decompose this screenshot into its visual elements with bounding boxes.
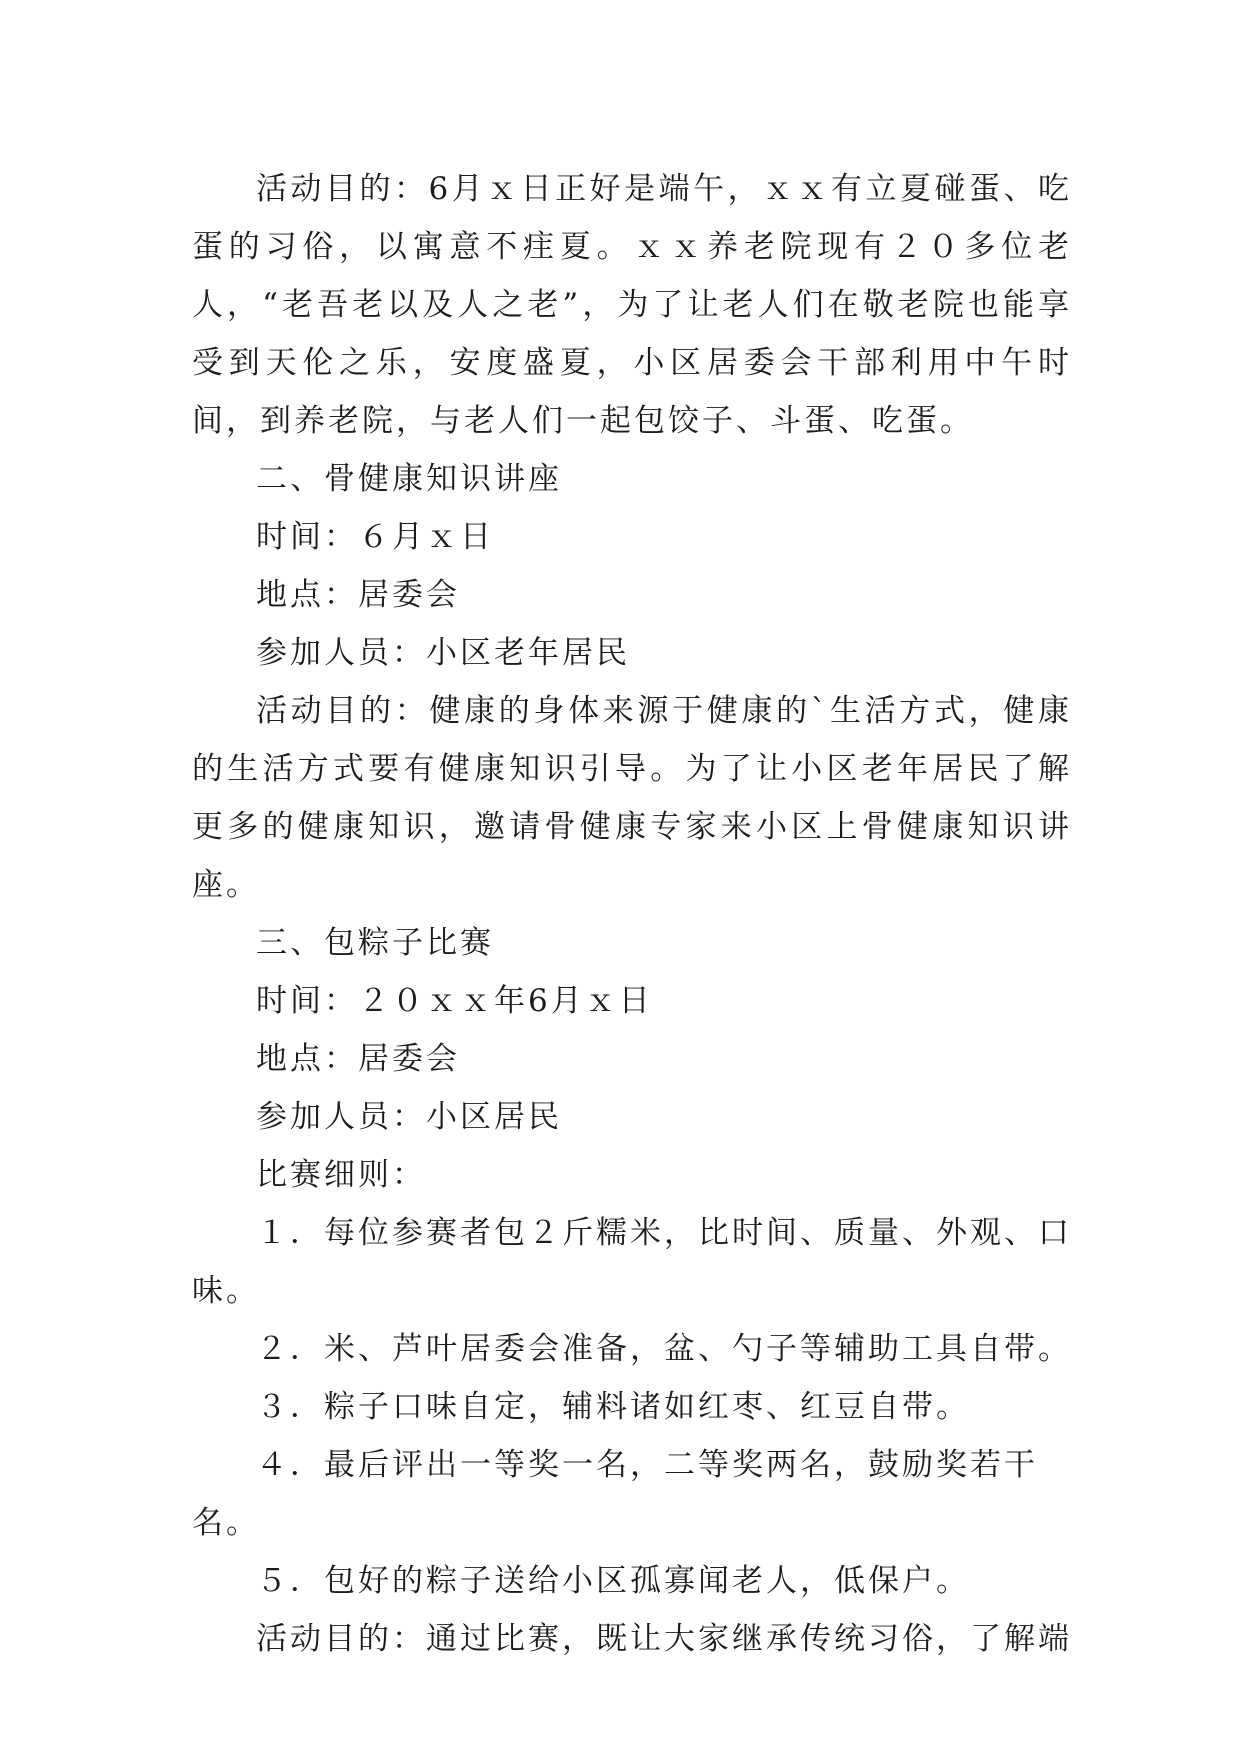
- rule-item-1: １．每位参赛者包２斤糯米，比时间、质量、外观、口味。: [192, 1215, 1072, 1309]
- rule-item-2: ２．米、芦叶居委会准备，盆、勺子等辅助工具自带。: [256, 1331, 1072, 1367]
- paragraph-activity-purpose-dragon-boat: 活动目的：6月ｘ日正好是端午，ｘｘ有立夏碰蛋、吃蛋的习俗，以寓意不疰夏。ｘｘ养老院现有２０多位老人，“老吾老以及人之老”，为了让老人们在敬老院也能享受到天伦之乐，安度盛夏，小区居委会干部利用中午时间，到养老院，与老人们一起包饺子、斗蛋、吃蛋。: [192, 171, 1072, 439]
- paragraph-competition-purpose: 活动目的：通过比赛，既让大家继承传统习俗，了解端: [256, 1621, 1072, 1657]
- lecture-location: 地点：居委会: [256, 577, 460, 613]
- heading-bone-health-lecture: 二、骨健康知识讲座: [256, 461, 562, 497]
- rule-item-5: ５．包好的粽子送给小区孤寡闻老人，低保户。: [256, 1563, 970, 1599]
- competition-location: 地点：居委会: [256, 1041, 460, 1077]
- rule-item-4: ４．最后评出一等奖一名，二等奖两名，鼓励奖若干名。: [192, 1447, 1038, 1541]
- lecture-time: 时间：６月ｘ日: [256, 519, 494, 555]
- lecture-participants: 参加人员：小区老年居民: [256, 635, 630, 671]
- rule-item-3: ３．粽子口味自定，辅料诸如红枣、红豆自带。: [256, 1389, 970, 1425]
- document-body: [192, 160, 1072, 1668]
- heading-zongzi-competition: 三、包粽子比赛: [256, 925, 494, 961]
- competition-rules-heading: 比赛细则：: [256, 1157, 426, 1193]
- paragraph-lecture-purpose: 活动目的：健康的身体来源于健康的`生活方式，健康的生活方式要有健康知识引导。为了让小区老年居民了解更多的健康知识，邀请骨健康专家来小区上骨健康知识讲座。: [192, 693, 1072, 903]
- competition-participants: 参加人员：小区居民: [256, 1099, 562, 1135]
- competition-time: 时间：２０ｘｘ年6月ｘ日: [256, 983, 653, 1019]
